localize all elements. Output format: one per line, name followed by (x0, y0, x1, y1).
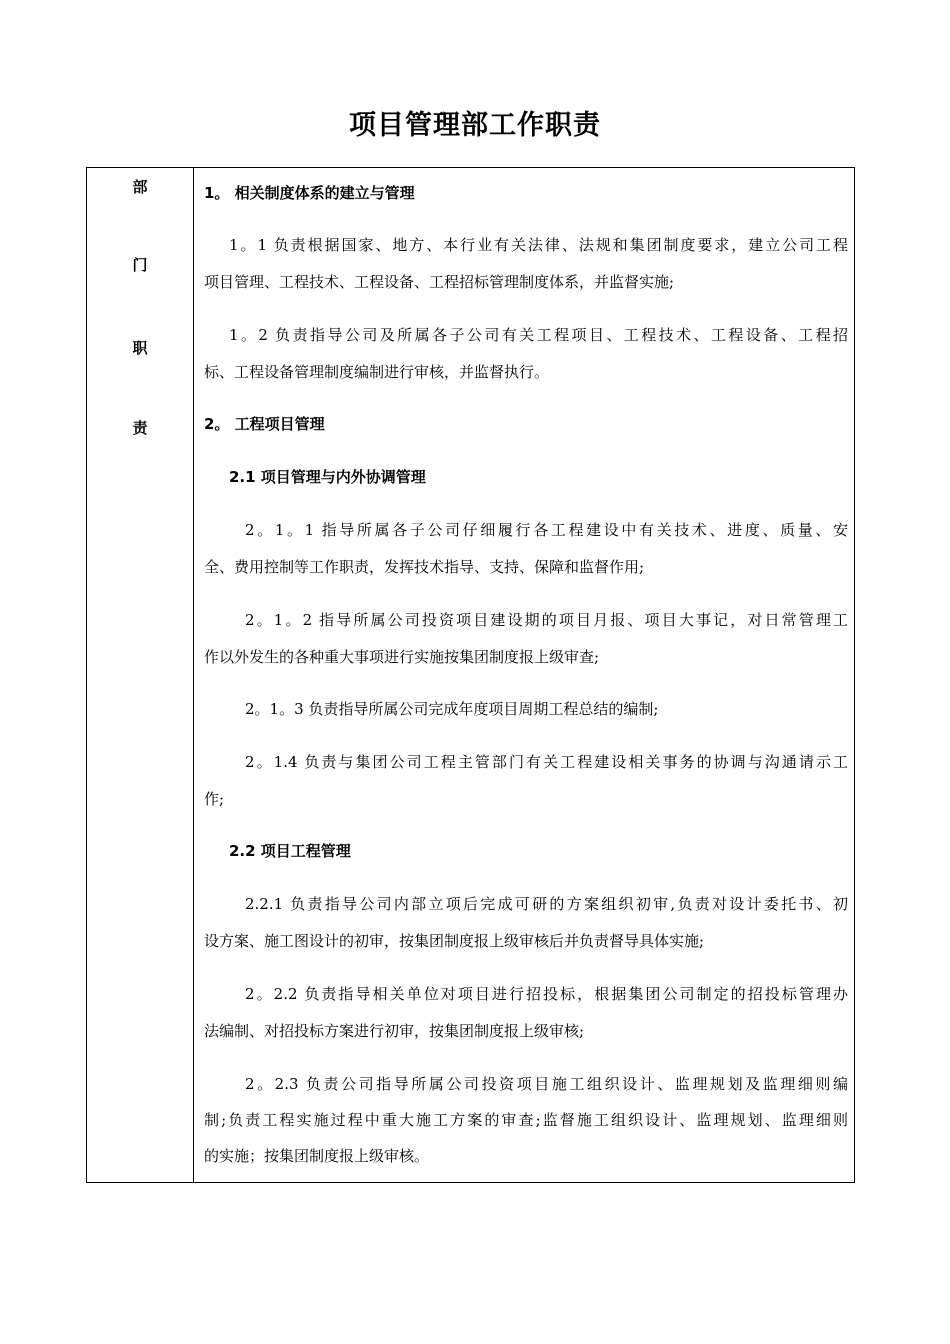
page-title: 项目管理部工作职责 (349, 110, 601, 141)
item-2-2-2-line: 2。2.2 负责指导相关单位对项目进行招投标，根据集团公司制定的招投标管理办 (245, 985, 848, 1003)
dept-label-char: 职 (132, 339, 148, 357)
item-2-2-2-line: 法编制、对招投标方案进行初审，按集团制度报上级审核; (204, 1022, 585, 1040)
item-2-2-1-line: 2.2.1 负责指导公司内部立项后完成可研的方案组织初审,负责对设计委托书、初 (245, 895, 848, 913)
column-divider (193, 168, 194, 1182)
subsection-2-2-heading: 2.2 项目工程管理 (229, 842, 351, 860)
section-2-heading: 2。 工程项目管理 (204, 415, 325, 433)
item-2-1-1-line: 全、费用控制等工作职责，发挥技术指导、支持、保障和监督作用; (204, 558, 645, 576)
item-2-2-1-line: 设方案、施工图设计的初审，按集团制度报上级审核后并负责督导具体实施; (204, 932, 705, 950)
item-1-2-line: 标、工程设备管理制度编制进行审核，并监督执行。 (204, 363, 550, 381)
item-2-1-1-line: 2。1。1 指导所属各子公司仔细履行各工程建设中有关技术、进度、质量、安 (245, 521, 848, 539)
item-2-2-3-line: 2。2.3 负责公司指导所属公司投资项目施工组织设计、监理规划及监理细则编 (245, 1075, 848, 1093)
item-2-1-4-line: 2。1.4 负责与集团公司工程主管部门有关工程建设相关事务的协调与沟通请示工 (245, 753, 848, 771)
item-2-1-2-line: 作以外发生的各种重大事项进行实施按集团制度报上级审查; (204, 648, 600, 666)
item-1-1-line: 项目管理、工程技术、工程设备、工程招标管理制度体系，并监督实施; (204, 273, 675, 291)
item-2-1-3-line: 2。1。3 负责指导所属公司完成年度项目周期工程总结的编制; (245, 700, 659, 718)
dept-label-char: 门 (132, 256, 148, 274)
item-1-2-line: 1。2 负责指导公司及所属各子公司有关工程项目、工程技术、工程设备、工程招 (229, 326, 848, 344)
dept-label-char: 部 (132, 178, 148, 196)
item-1-1-line: 1。1 负责根据国家、地方、本行业有关法律、法规和集团制度要求，建立公司工程 (229, 236, 848, 254)
item-2-2-3-line: 制;负责工程实施过程中重大施工方案的审查;监督施工组织设计、监理规划、监理细则 (204, 1111, 848, 1129)
subsection-2-1-heading: 2.1 项目管理与内外协调管理 (229, 468, 426, 486)
dept-label-char: 责 (132, 419, 148, 437)
item-2-2-3-line: 的实施；按集团制度报上级审核。 (204, 1147, 430, 1165)
item-2-1-4-line: 作; (204, 790, 225, 808)
item-2-1-2-line: 2。1。2 指导所属公司投资项目建设期的项目月报、项目大事记，对日常管理工 (245, 611, 848, 629)
responsibilities-table (86, 167, 855, 1183)
section-1-heading: 1。 相关制度体系的建立与管理 (204, 184, 415, 202)
